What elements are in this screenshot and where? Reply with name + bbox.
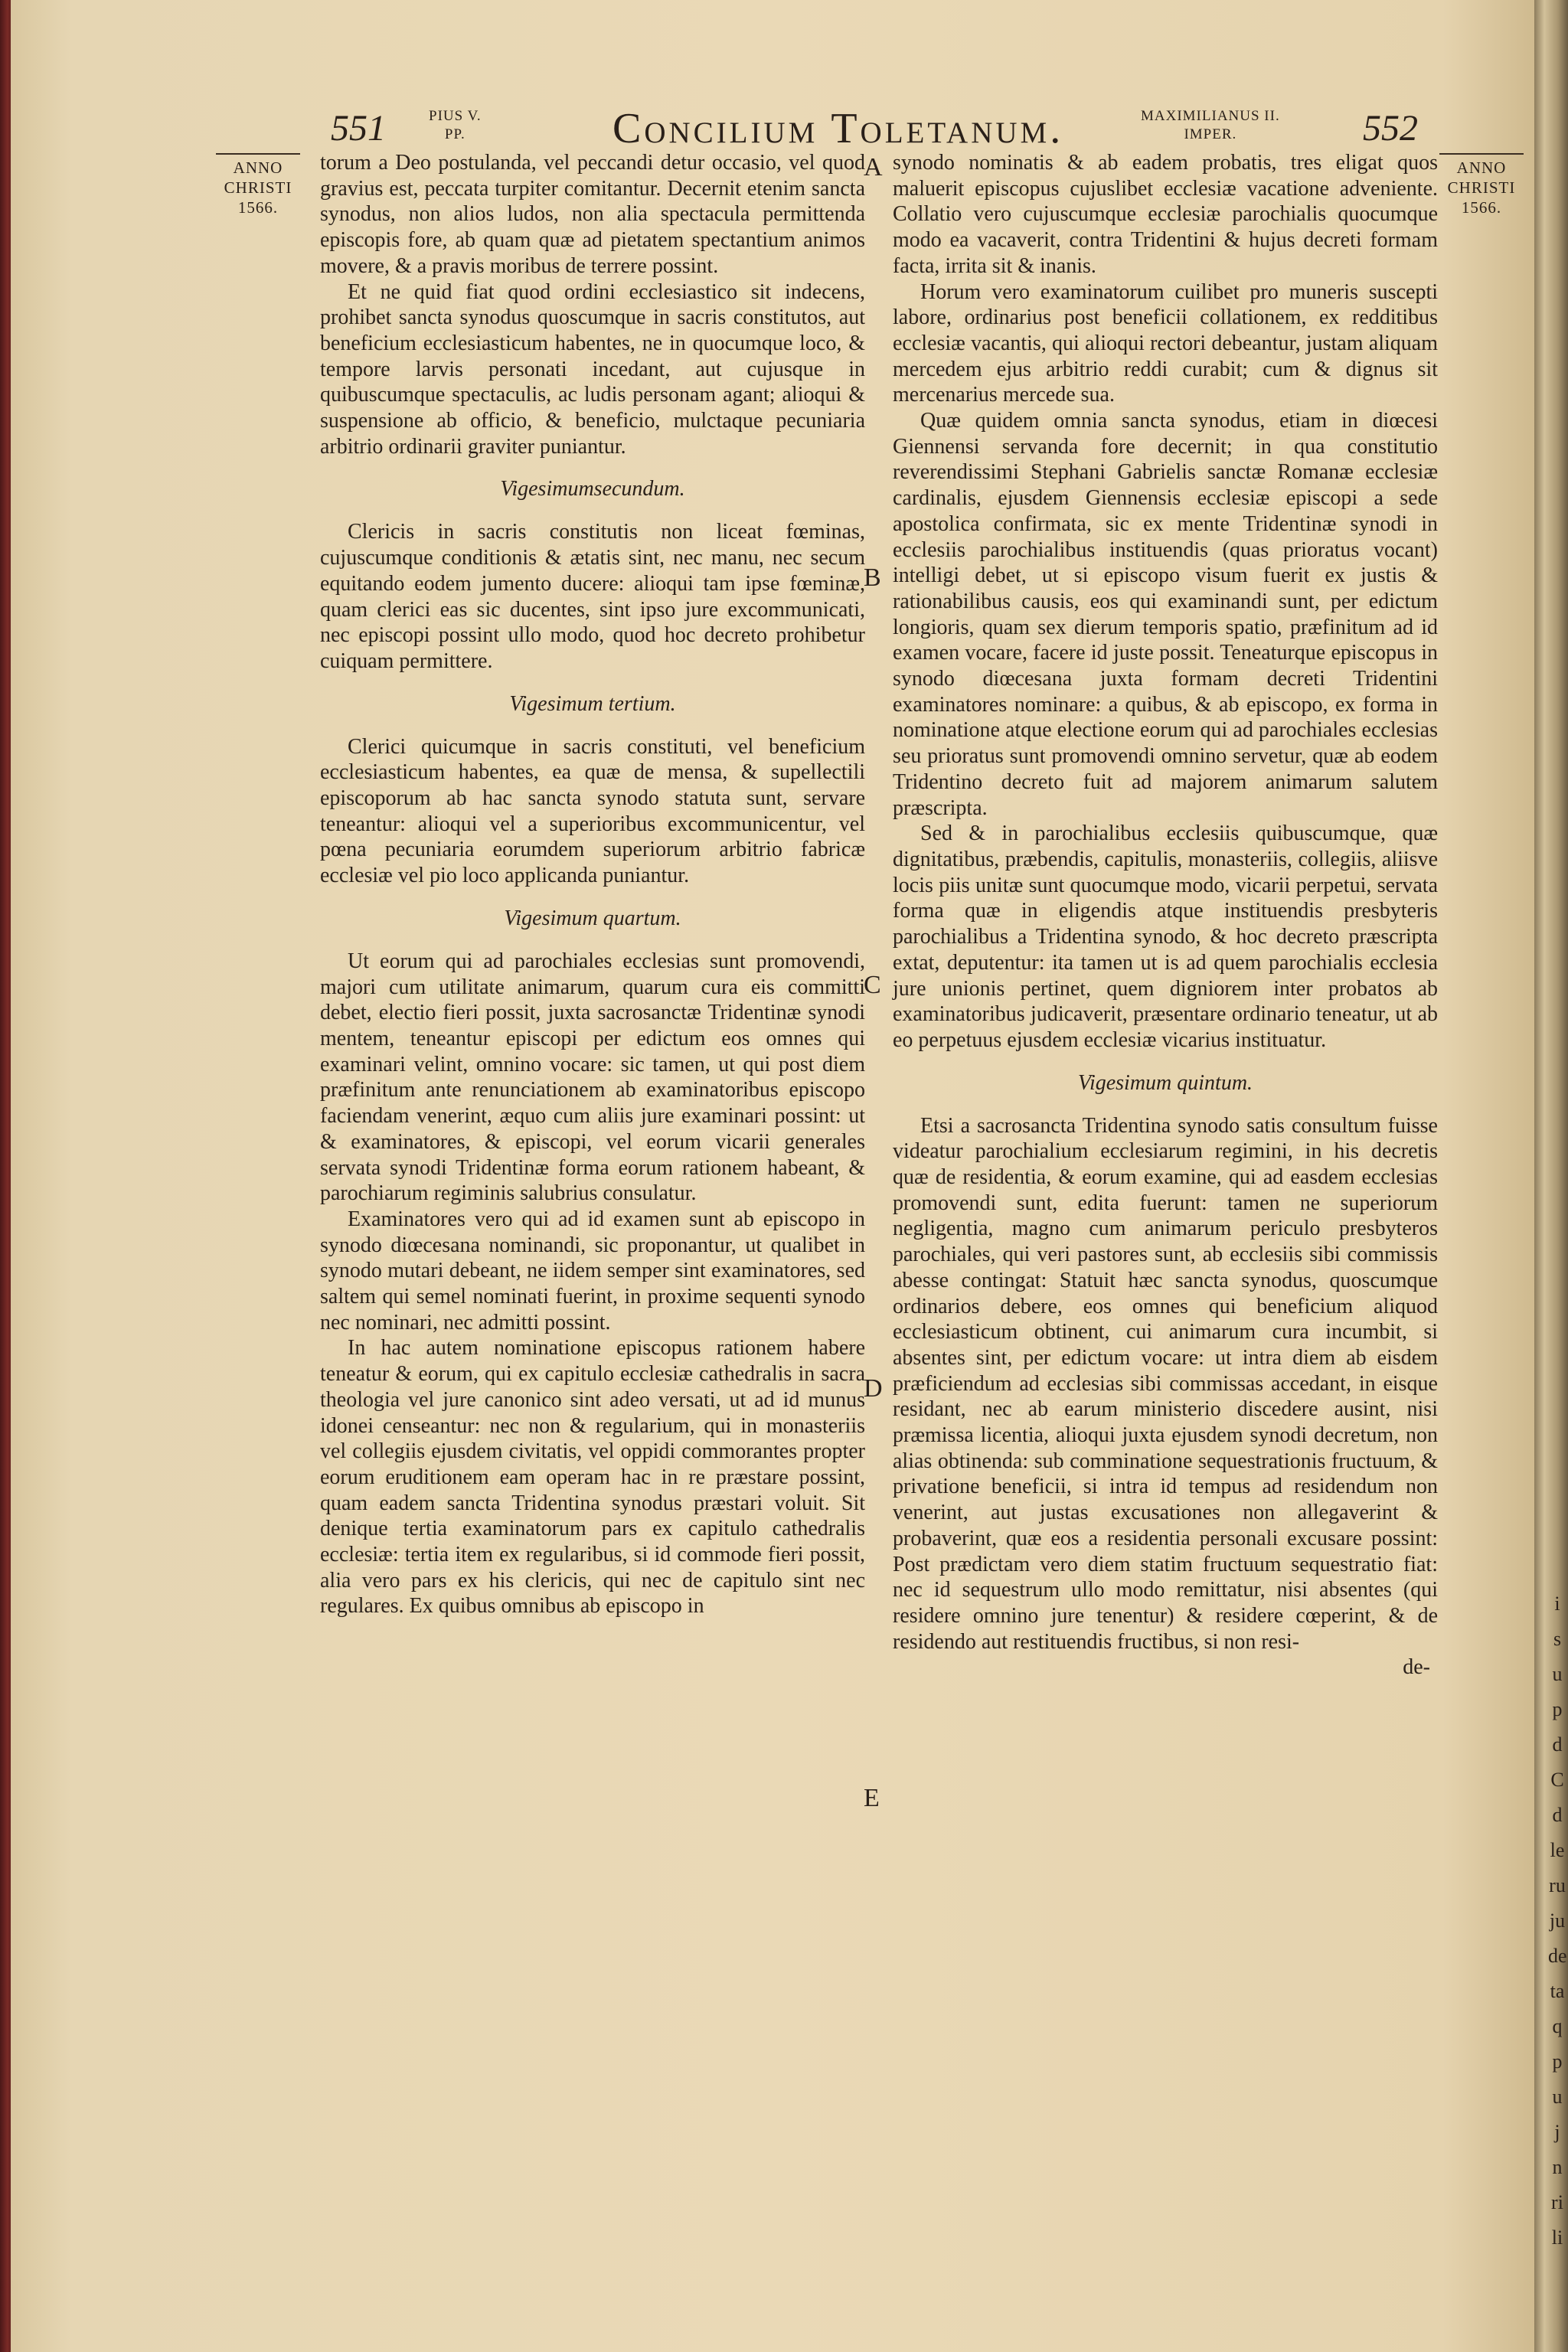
paragraph: Ut eorum qui ad parochiales ecclesias sunt promovendi, majori cum utilitate animarum, quarum cura eis committi debet, electio fieri possit, juxta sacrosanctæ Tridentinæ synodi mentem, teneantur episcopi per edictum eos omnes qui examinari velint, omnino vocare: sic tamen, ut qui post diem præfinitum ante renunciationem ab examinatoribus episcopo faciendam venerint, æquo cum aliis jure examinari possint: ut & examinatores, & episcopi, vel eorum vicarii generales servata synodi Tridentinæ forma eorum rationem habeant, & parochiarum regiminis salubrius consulatur. xyxy=(320,949,865,1206)
margin-rule-left xyxy=(216,153,300,155)
margin-year-right: 1566. xyxy=(1461,198,1502,217)
margin-anno-right: ANNO xyxy=(1456,158,1507,177)
edge-fragment: u xyxy=(1552,2086,1563,2108)
edge-fragment: n xyxy=(1552,2156,1563,2178)
edge-fragment: p xyxy=(1552,1698,1563,1720)
edge-fragment: ru xyxy=(1549,1874,1566,1896)
paragraph: Examinatores vero qui ad id examen sunt ab episcopo in synodo diœcesana nominandi, sic proponantur, ut qualibet in synodo mutari debeant, ne iidem semper sint examinatores, sed saltem qui semel nominati fuerint, in proxime sequenti synodo nec nominari, nec admitti possint. xyxy=(320,1207,865,1334)
edge-fragment: le xyxy=(1550,1839,1565,1861)
paragraph: torum a Deo postulanda, vel peccandi detur occasio, vel quod gravius est, peccata turpiter comitantur. Decernit etenim sancta synodus, non alios ludos, non alia spectacula permittenda episcopis fore, ab quam quæ ad pietatem spectantium animos movere, & a pravis moribus de terrere possint. xyxy=(320,151,865,278)
edge-fragment: i xyxy=(1554,1592,1560,1615)
header-emperor-name: MAXIMILIANUS II. xyxy=(1141,108,1280,124)
margin-rule-right xyxy=(1439,153,1524,155)
edge-fragment: d xyxy=(1552,1733,1563,1756)
header-emperor-sub: IMPER. xyxy=(1184,126,1237,142)
margin-year-left: 1566. xyxy=(237,198,279,217)
paragraph: In hac autem nominatione episcopus rationem habere teneatur & eorum, qui ex capitulo ecclesiæ cathedralis in sacra theologia vel jure canonico sint adeo versati, ut ad id munus idonei censeantur: nec non & regularium, qui in monasteriis vel collegiis ejusdem civitatis, vel oppidi commorantes propter eorum eruditionem eam operam hac in re præstare possint, quam eadem sancta Tridentina synodus præstari voluit. Sit denique tertia examinatorum pars ex capitulo cathedralis ecclesiæ: tertia item ex regularibus, si id commode fieri possit, alia vero pars ex his clericis, qui nec de capitulo sint nec regulares. Ex quibus omnibus ab episcopo in xyxy=(320,1336,865,1619)
paragraph: synodo nominatis & ab eadem probatis, tres eligat quos maluerit episcopus cujuslibet ecclesiæ vacatione adveniente. Collatio vero cujuscumque ecclesiæ parochialis quocumque modo ea vacaverit, contra Tridentini & hujus decreti formam facta, irrita sit & inanis. xyxy=(893,151,1438,278)
edge-fragment: u xyxy=(1552,1663,1563,1685)
paragraph: Quæ quidem omnia sancta synodus, etiam in diœcesi Giennensi servanda fore decernit; in qua constitutio reverendissimi Stephani Gabrielis sanctæ Romanæ ecclesiæ cardinalis, ejusdem Giennensis ecclesiæ episcopi a sede apostolica confirmata, sic ex mente Tridentinæ synodi in ecclesiis parochialibus instituendis (quas prioratus vocant) intelligi debet, ut si episcopo visum fuerit ex justis & rationabilibus causis, eos qui examinandi sunt, per edictum longioris, quam sex dierum temporis spatio, præfinitum ad id examen vocare, facere id juste possit. Teneaturque episcopus in synodo diœcesana juxta formam decreti Tridentini examinatores nominare: a quibus, & ab episcopo, ex forma in nominatione atque electione eorum qui ad parochiales ecclesias seu prioratus sunt promovendi omnino servetur, quæ ab eodem Tridentino decreto fuit ad majorem animarum salutem præscripta. xyxy=(893,409,1438,820)
margin-note-right xyxy=(1439,156,1524,217)
paragraph: Clericis in sacris constitutis non liceat fœminas, cujuscumque conditionis & ætatis sint, nec manu, nec secum equitando eodem jumento ducere: alioqui tam ipse fœminæ, quam clerici eas sic ducentes, sint ipso jure excommunicati, nec episcopi possint ullo modo, quod hoc decreto prohibetur cuiquam permittere. xyxy=(320,520,865,673)
section-heading: Vigesimum tertium. xyxy=(509,691,676,716)
paragraph: Clerici quicumque in sacris constituti, vel beneficium ecclesiasticum habentes, ea quæ de mensa, & supellectili episcoporum ab hac sancta synodo statuta sunt, servare teneantur: alioqui vel a superioribus excommunicentur, vel pœna pecuniaria eorumdem superiorum arbitrio fabricæ ecclesiæ vel pio loco applicanda puniantur. xyxy=(320,734,865,888)
left-column xyxy=(320,150,865,1619)
page-number-right: 552 xyxy=(1363,108,1418,149)
edge-fragment: de xyxy=(1548,1945,1567,1967)
edge-fragment: li xyxy=(1551,2226,1563,2249)
margin-note-left xyxy=(216,156,300,217)
header-pope-sub: PP. xyxy=(444,126,466,142)
edge-fragment: p xyxy=(1552,2050,1563,2073)
edge-fragment: d xyxy=(1552,1804,1563,1826)
paragraph: Sed & in parochialibus ecclesiis quibuscumque, quæ dignitatibus, præbendis, capitulis, monasteriis, collegiis, aliisve locis piis unitæ sunt quocumque modo, vicarii perpetui, servata forma quæ in eligendis atque instituendis presbyteris parochialibus a Tridentina synodo, & hoc decreto præscripta extat, deputentur: ita tamen ut is ad quem parochialis ecclesia jure unionis pertinet, quem digniorem inter probatos ab examinatoribus judicaverit, præsentare ordinario teneatur, ut ab eo perpetuus ejusdem ecclesiæ vicarius instituatur. xyxy=(893,822,1438,1052)
margin-christi-left: CHRISTI xyxy=(224,178,292,197)
section-letter-b: B xyxy=(864,564,881,592)
edge-fragment: q xyxy=(1552,2015,1563,2037)
edge-fragment: ta xyxy=(1550,1980,1565,2002)
section-letter-a: A xyxy=(864,153,883,181)
section-heading: Vigesimum quartum. xyxy=(504,906,681,930)
section-letter-e: E xyxy=(864,1784,880,1812)
paragraph: Etsi a sacrosancta Tridentina synodo satis consultum fuisse videatur parochialium ecclesiarum regimini, in his decretis quæ de residentia, & eorum examine, qui ad easdem ecclesias promovendi sunt, edita fuerunt: tamen ne superiorum negligentia, magno cum animarum periculo presbyteros parochiales, qui veri pastores sunt, ab ecclesiis sibi commissis abesse contingat: Statuit hæc sancta synodus, quoscumque ordinarios debere, eos omnes qui beneficium aliquod ecclesiasticum obtinent, cui animarum cura incumbit, si absentes sint, per edictum vocare: ut intra diem ab eisdem præficiendum ad ecclesias sibi commissas accedant, in eisque residant, nec ab earum ministerio discedere ausint, nisi præmissa licentia, alioqui juxta ejusdem synodi decretum, non alias obtinenda: sub comminatione sequestrationis fructuum, & privatione beneficii, si intra id tempus ad residendum non venerint, aut justas excusationes non allegaverint & probaverint, quæ eos a residentia personali excusare possint: Post prædictam vero diem statim fructuum sequestratio fiat: nec id sequestrum ullo modo remittatur, nisi absentes (qui residere omnino jure tenentur) & residere cœperint, & de residendo aut restituendis fructibus, si non resi- xyxy=(893,1113,1438,1654)
section-letter-c: C xyxy=(864,971,881,999)
page-title: Concilium Toletanum. xyxy=(612,105,1064,152)
margin-christi-right: CHRISTI xyxy=(1447,178,1516,197)
right-column xyxy=(893,150,1438,1681)
edge-fragment: j xyxy=(1554,2121,1560,2143)
section-heading: Vigesimum quintum. xyxy=(1077,1070,1253,1095)
margin-anno-left: ANNO xyxy=(233,158,283,177)
header-pope-name: PIUS V. xyxy=(429,108,482,124)
page-number-left: 551 xyxy=(331,108,386,149)
paragraph: Horum vero examinatorum cuilibet pro muneris suscepti labore, ordinarius post beneficii collationem, ex redditibus ecclesiæ vacantis, qui alioqui rectori debeantur, justam aliquam mercedem ejus arbitrio reddi curabit; cum & dignus sit mercenarius mercede sua. xyxy=(893,279,1438,407)
edge-fragment: ri xyxy=(1551,2191,1563,2213)
edge-fragment: s xyxy=(1553,1628,1562,1650)
catchword: de- xyxy=(1403,1655,1430,1680)
section-letter-d: D xyxy=(864,1374,883,1403)
section-heading: Vigesimumsecundum. xyxy=(500,477,685,501)
edge-fragment: C xyxy=(1550,1769,1564,1791)
header-emperor xyxy=(1141,107,1280,144)
header-pope xyxy=(429,107,482,144)
paragraph: Et ne quid fiat quod ordini ecclesiastico sit indecens, prohibet sancta synodus quoscumque in sacris constitutos, aut beneficium ecclesiasticum habentes, ne in quocumque loco, & tempore larvis personati incedant, aut cujusque in quibuscumque spectaculis, ac ludis personam agant; alioqui & suspensione ab officio, & beneficio, mulctaque pecuniaria arbitrio ordinarii graviter puniantur. xyxy=(320,279,865,459)
edge-fragment: ju xyxy=(1549,1909,1566,1932)
